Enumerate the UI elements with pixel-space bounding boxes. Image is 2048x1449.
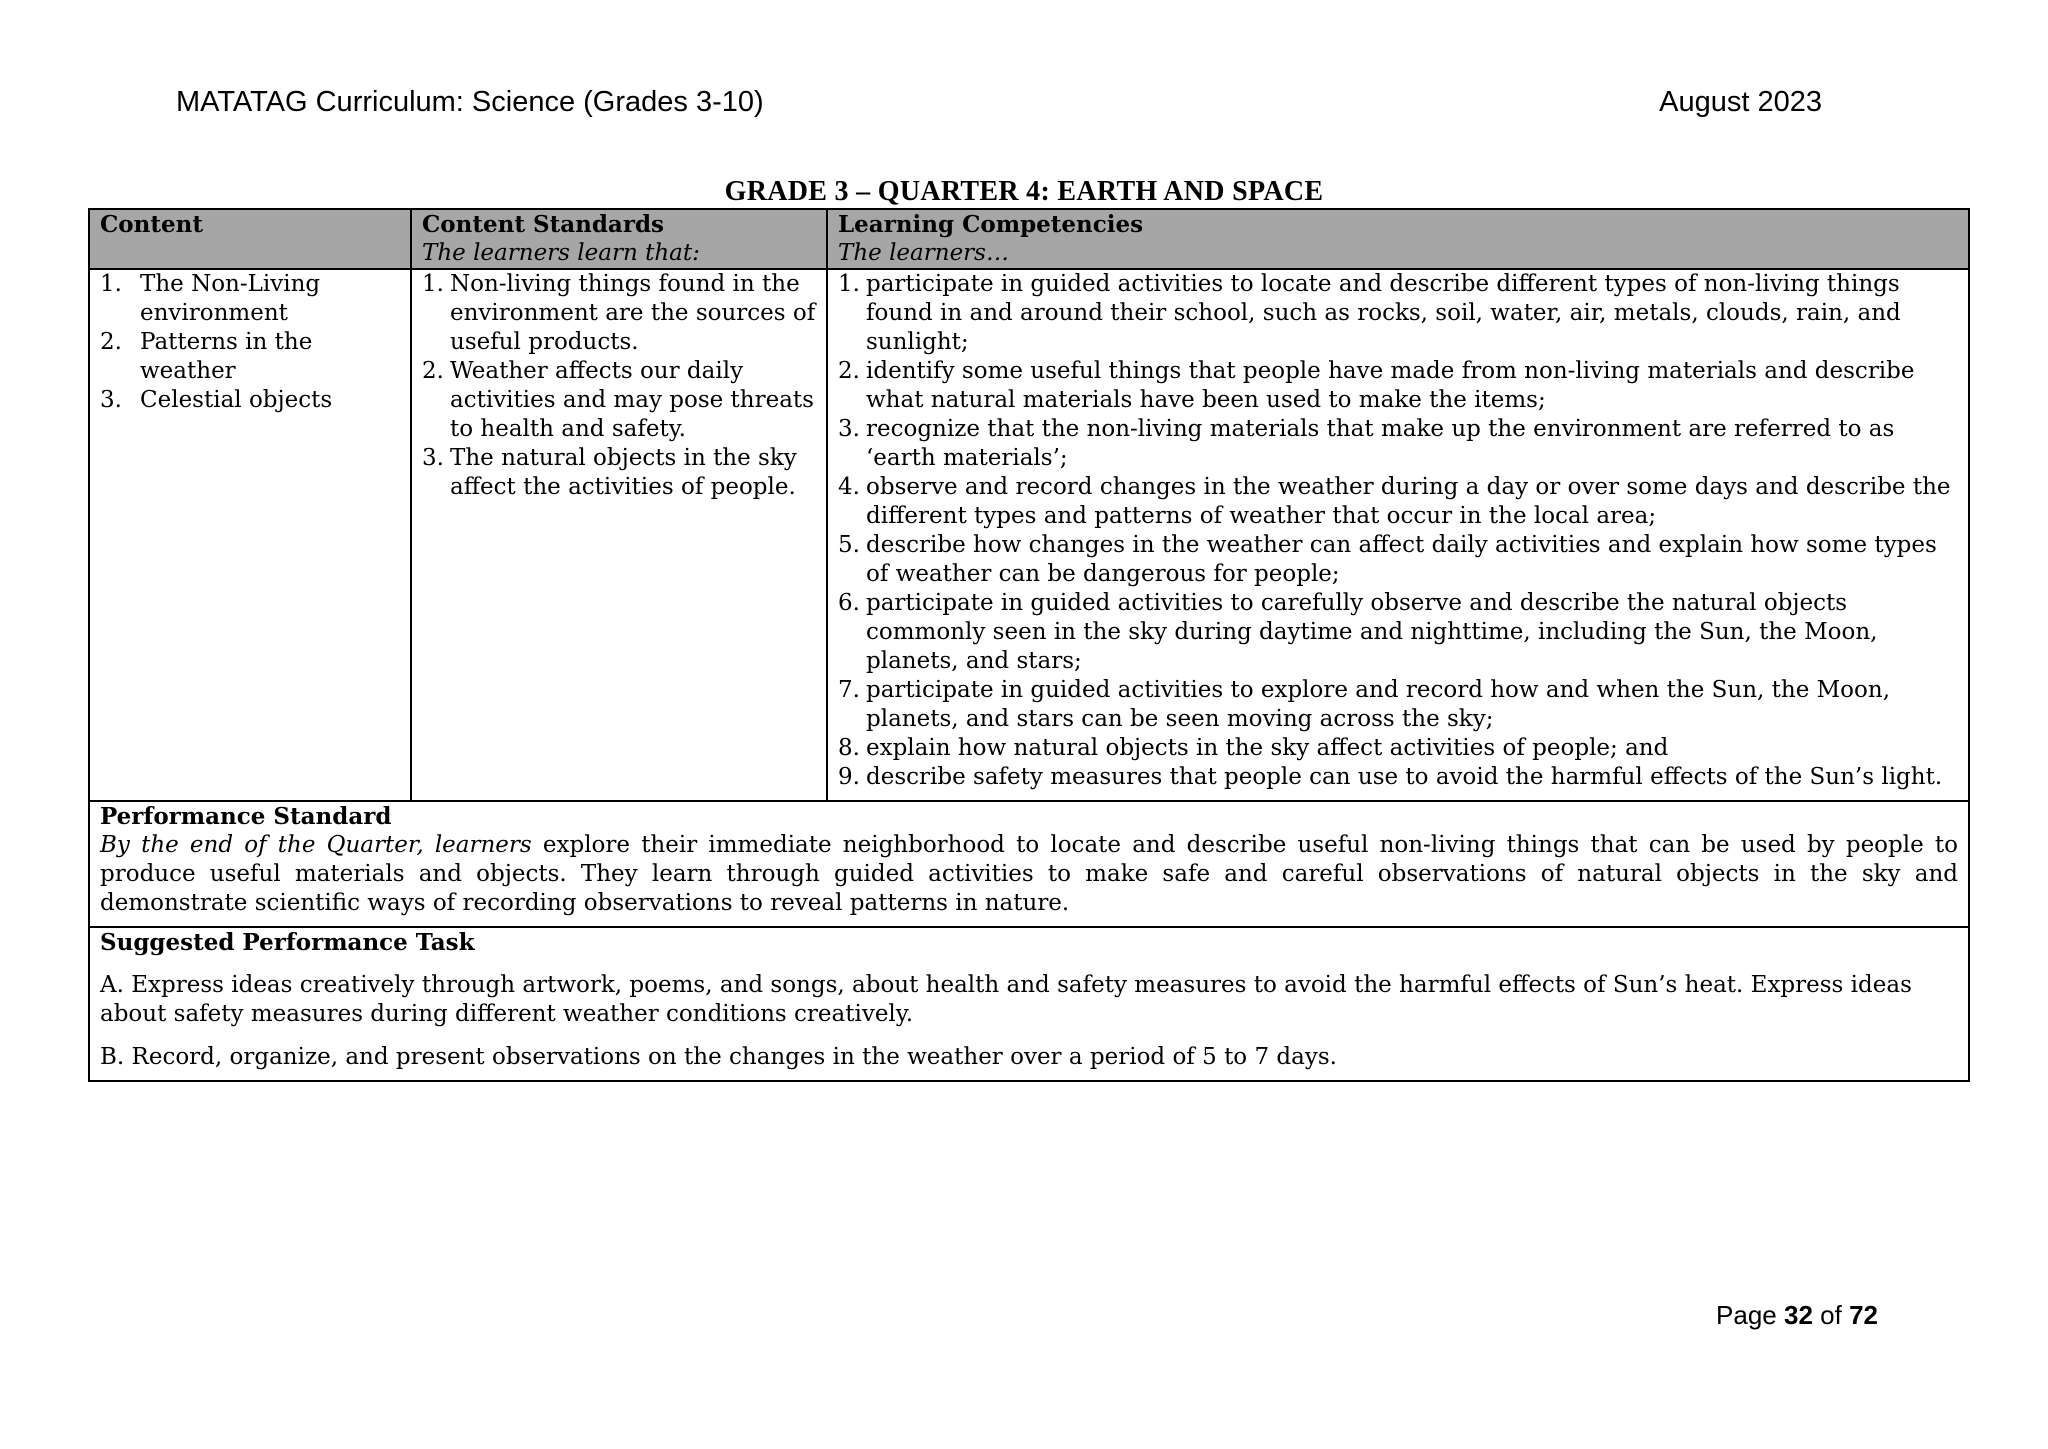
- column-title: Learning Competencies: [838, 211, 1144, 238]
- learning-competencies-cell: [827, 269, 1969, 801]
- competencies-list: [838, 270, 1958, 792]
- column-header-learning-competencies: [827, 209, 1969, 269]
- header-curriculum-title: MATATAG Curriculum: Science (Grades 3-10): [176, 86, 764, 118]
- page-current: 32: [1784, 1300, 1813, 1330]
- list-item: 1. participate in guided activities to locate and describe different types of non-living things found in and around their school, such as rocks, soil, water, air, metals, clouds, rain, and sunlight;: [838, 271, 1901, 355]
- column-title: Content Standards: [422, 211, 664, 238]
- list-item: 9. describe safety measures that people can use to avoid the harmful effects of the Sun’s light.: [838, 764, 1943, 790]
- suggested-task-item-b: B. Record, organize, and present observations on the changes in the weather over a period of 5 to 7 days.: [100, 1044, 1337, 1070]
- table-body-row: [89, 269, 1969, 801]
- suggested-task-item-a: A. Express ideas creatively through artwork, poems, and songs, about health and safety measures to avoid the harmful effects of Sun’s heat. Express ideas about safety measures during different weather conditions creatively.: [100, 972, 1912, 1027]
- grade-quarter-title: GRADE 3 – QUARTER 4: EARTH AND SPACE: [724, 176, 1324, 207]
- list-item: 2. Weather affects our daily activities and may pose threats to health and safety.: [422, 358, 814, 442]
- performance-standard-lead: By the end of the Quarter, learners: [100, 832, 532, 858]
- performance-standard-cell: [89, 801, 1969, 927]
- performance-standard-text: [100, 831, 1958, 918]
- list-item: 1. Non-living things found in the environment are the sources of useful products.: [422, 271, 816, 355]
- curriculum-table: [88, 208, 1970, 1082]
- column-subtitle: The learners learn that:: [422, 240, 700, 266]
- list-item: 3. Celestial objects: [100, 387, 333, 413]
- list-item: 3. The natural objects in the sky affect the activities of people.: [422, 445, 797, 500]
- content-standards-cell: [411, 269, 827, 801]
- performance-standard-row: [89, 801, 1969, 927]
- list-item: 8. explain how natural objects in the sky affect activities of people; and: [838, 735, 1669, 761]
- column-header-content: [89, 209, 411, 269]
- header-date: August 2023: [1659, 86, 1822, 118]
- page-total: 72: [1849, 1300, 1878, 1330]
- list-item: 5. describe how changes in the weather can affect daily activities and explain how some types of weather can be dangerous for people;: [838, 532, 1937, 587]
- list-item: 7. participate in guided activities to explore and record how and when the Sun, the Moon, planets, and stars can be seen moving across the sky;: [838, 677, 1891, 732]
- page-label: Page: [1716, 1300, 1777, 1330]
- list-item: 2. Patterns in the weather: [100, 329, 313, 384]
- performance-standard-body: explore their immediate neighborhood to locate and describe useful non-living things that can be used by people to produce useful materials and objects. They learn through guided activities to make safe and careful observations of natural objects in the sky and demonstrate scientific ways of recording observations to reveal patterns in nature.: [100, 832, 1958, 916]
- column-title: Content: [100, 211, 203, 238]
- column-subtitle: The learners…: [838, 240, 1009, 266]
- suggested-task-title: Suggested Performance Task: [100, 929, 475, 956]
- column-header-content-standards: [411, 209, 827, 269]
- list-item: 4. observe and record changes in the weather during a day or over some days and describe the different types and patterns of weather that occur in the local area;: [838, 474, 1951, 529]
- suggested-task-row: [89, 927, 1969, 1081]
- suggested-task-cell: [89, 927, 1969, 1081]
- standards-list: [422, 270, 816, 502]
- content-cell: [89, 269, 411, 801]
- list-item: 1. The Non-Living environment: [100, 271, 321, 326]
- list-item: 2. identify some useful things that people have made from non-living materials and describe what natural materials have been used to make the items;: [838, 358, 1915, 413]
- list-item: 3. recognize that the non-living materials that make up the environment are referred to as ‘earth materials’;: [838, 416, 1895, 471]
- table-header-row: [89, 209, 1969, 269]
- page-of-label: of: [1820, 1300, 1842, 1330]
- performance-standard-title: Performance Standard: [100, 803, 392, 830]
- content-list: [100, 270, 400, 415]
- page-number-footer: [1716, 1300, 1878, 1331]
- list-item: 6. participate in guided activities to carefully observe and describe the natural objects commonly seen in the sky during daytime and nighttime, including the Sun, the Moon, planets, and stars;: [838, 590, 1878, 674]
